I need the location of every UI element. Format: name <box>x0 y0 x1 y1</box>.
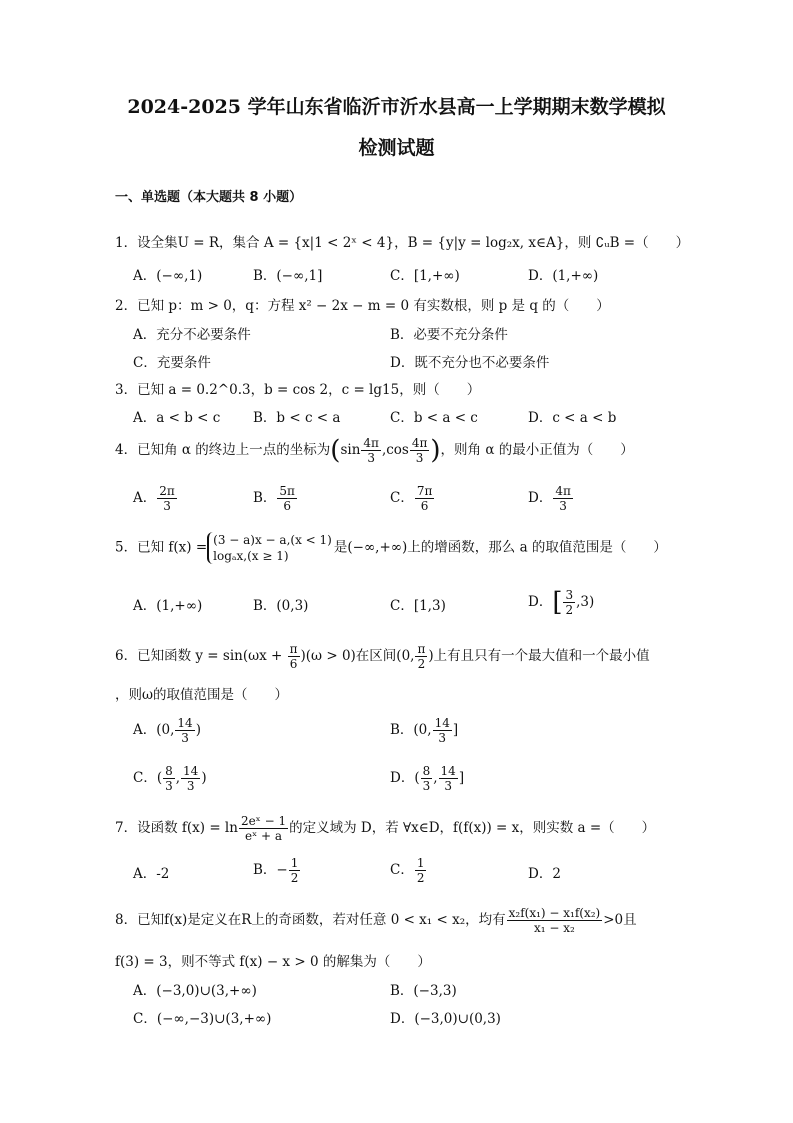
q6-option-c: C．( $\frac{8}{3}$ , $\frac{14}{3}$ ) <box>133 764 207 793</box>
q7-option-a: A．-2 <box>133 866 170 882</box>
q2-option-d: D．既不充分也不必要条件 <box>390 355 550 371</box>
q7-option-d: D．2 <box>528 866 561 882</box>
q8-option-d: D．(−3,0)∪(0,3) <box>390 1011 501 1027</box>
question-2-stem: 2．已知 p：m > 0，q：方程 x² − 2x − m = 0 有实数根，则 p 是 q 的（ ） <box>115 298 610 314</box>
q6-option-d: D．( $\frac{8}{3}$ , $\frac{14}{3}$ ] <box>390 764 465 793</box>
q1-option-b: B．(−∞,1] <box>253 268 323 284</box>
q7-option-b: B．− $\frac{1}{2}$ <box>253 856 299 885</box>
q4-option-c: C． $\frac{7\pi}{6}$ <box>390 484 433 513</box>
q2-option-b: B．必要不充分条件 <box>390 327 508 343</box>
question-5-stem: 5．已知 f(x) = (3 − a)x − a,(x < 1) logₐx,(x ≥ 1) 是(−∞,+∞)上的增函数，那么 a 的取值范围是（ ） <box>115 533 667 563</box>
q7-option-c: C． $\frac{1}{2}$ <box>390 856 425 885</box>
q8-option-a: A．(−3,0)∪(3,+∞) <box>133 983 257 999</box>
q1-option-a: A．(−∞,1) <box>133 268 203 284</box>
question-8-stem-line2: f(3) = 3，则不等式 f(x) − x > 0 的解集为（ ） <box>115 954 431 970</box>
q5-option-c: C．[1,3) <box>390 598 446 614</box>
doc-title-line2: 检测试题 <box>358 137 435 159</box>
q3-option-a: A．a < b < c <box>133 410 221 426</box>
q1-option-c: C．[1,+∞) <box>390 268 460 284</box>
question-1-stem: 1．设全集U = R，集合 A = {x|1 < 2ˣ < 4}，B = {y|y = log₂x, x∈A}，则 ∁ᵤB =（ ） <box>115 235 690 251</box>
q4-option-a: A． $\frac{2\pi}{3}$ <box>133 484 175 513</box>
q5-option-d: D．[ $\frac{3}{2}$ ,3) <box>528 587 595 618</box>
question-8-stem: 8．已知f(x)是定义在R上的奇函数，若对任意 0 < x₁ < x₂，均有 $\frac{\text{x₂f(x₁) − x₁f(x₂)}}{\text{x₁ − x₂}}$ >0且 <box>115 906 637 935</box>
section-heading: 一、单选题（本大题共 8 小题） <box>115 190 303 205</box>
question-6-stem-line2: ，则ω的取值范围是（ ） <box>115 687 289 703</box>
q6-option-b: B．(0, $\frac{14}{3}$ ] <box>390 716 459 745</box>
q4-option-b: B． $\frac{5\pi}{6}$ <box>253 484 295 513</box>
question-3-stem: 3．已知 a = 0.2^0.3，b = cos 2，c = lg15，则（ ） <box>115 382 481 398</box>
q3-option-b: B．b < c < a <box>253 410 341 426</box>
q2-option-c: C．充要条件 <box>133 355 211 371</box>
q3-option-d: D．c < a < b <box>528 410 617 426</box>
doc-title-line1: 2024-2025 学年山东省临沂市沂水县高一上学期期末数学模拟 <box>127 96 666 118</box>
q1-option-d: D．(1,+∞) <box>528 268 599 284</box>
q4-option-d: D． $\frac{4\pi}{3}$ <box>528 484 571 513</box>
question-7-stem: 7．设函数 f(x) = ln $\frac{\text{2eˣ − 1}}{\text{eˣ + a}}$ 的定义域为 D，若 ∀x∈D，f(f(x)) = x，则实数 a =（ ） <box>115 814 656 843</box>
question-6-stem: 6．已知函数 y = sin(ωx + $\frac{\pi}{6}$ )(ω > 0)在区间(0, $\frac{\pi}{2}$ )上有且只有一个最大值和一个最小值 <box>115 642 650 671</box>
q5-option-b: B．(0,3) <box>253 598 309 614</box>
q2-option-a: A．充分不必要条件 <box>133 327 251 343</box>
q6-option-a: A．(0, $\frac{14}{3}$ ) <box>133 716 201 745</box>
q8-option-c: C．(−∞,−3)∪(3,+∞) <box>133 1011 272 1027</box>
q5-option-a: A．(1,+∞) <box>133 598 203 614</box>
question-4-stem: 4．已知角 α 的终边上一点的坐标为(sin $\frac{4\pi}{3}$ ,cos $\frac{4\pi}{3}$ )，则角 α 的最小正值为（ ） <box>115 435 634 466</box>
q3-option-c: C．b < a < c <box>390 410 478 426</box>
q8-option-b: B．(−3,3) <box>390 983 457 999</box>
